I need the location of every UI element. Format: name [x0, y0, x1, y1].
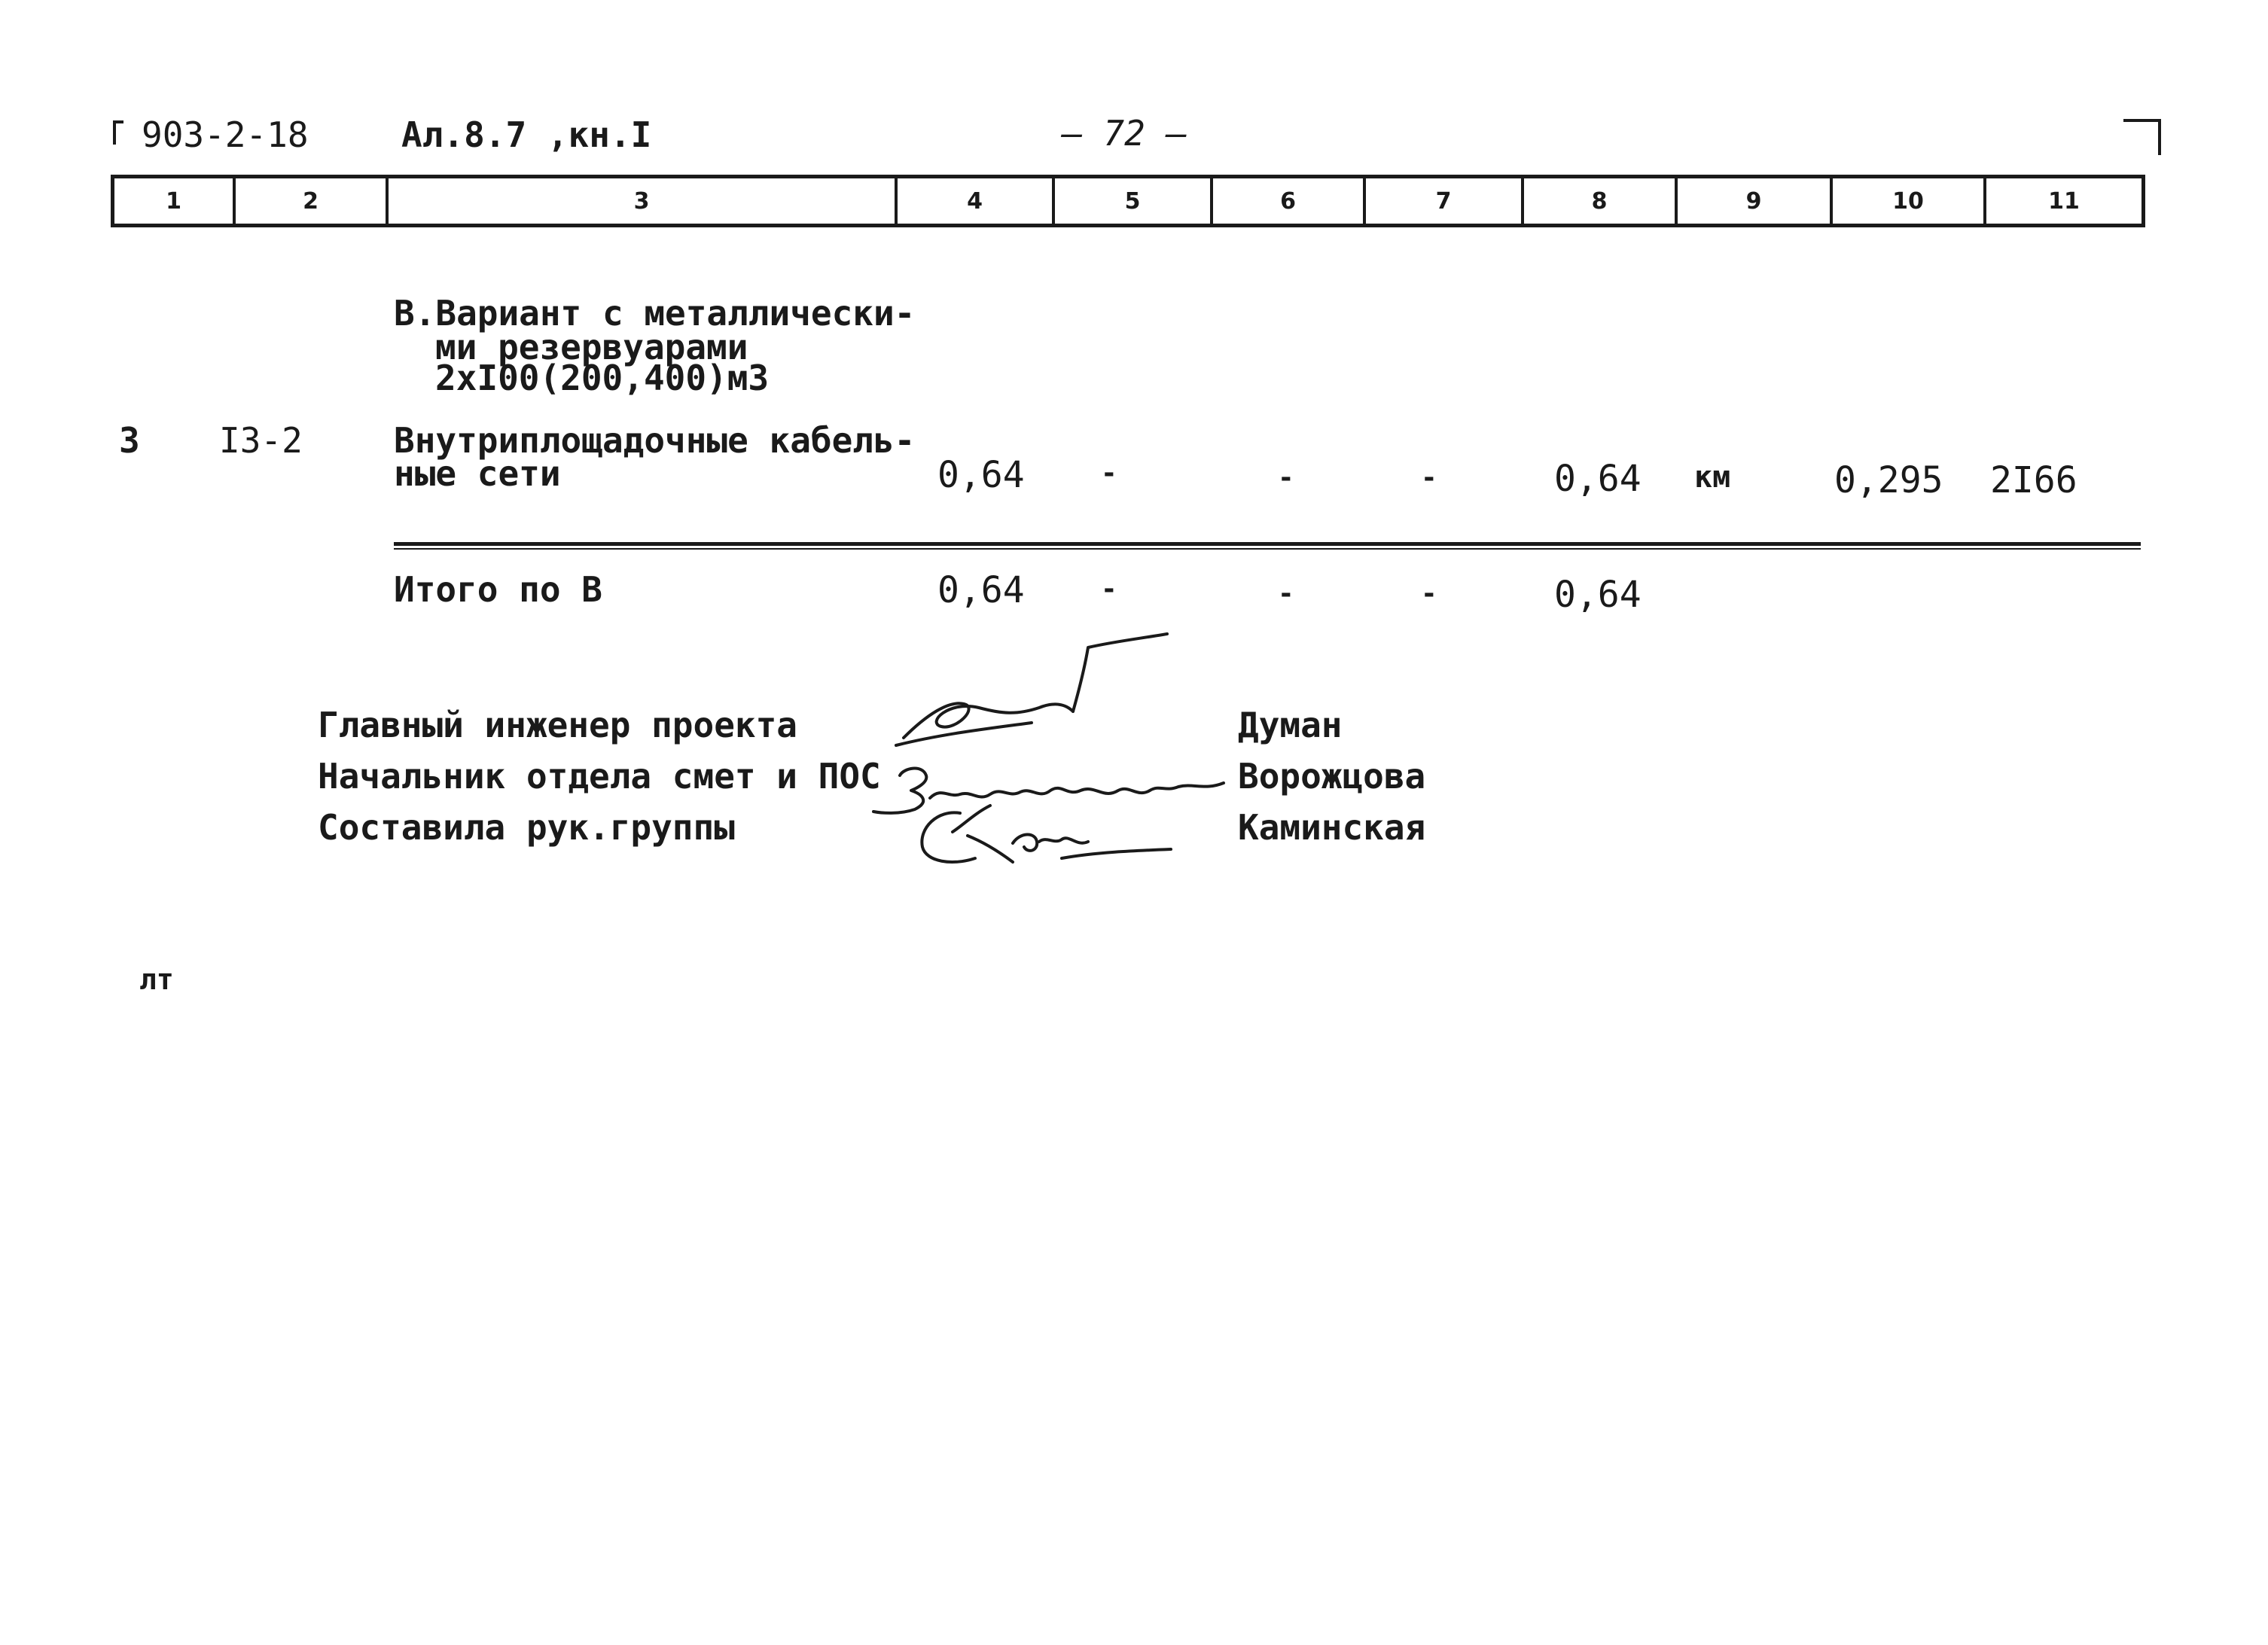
col-1: 1 [114, 178, 236, 224]
row-code: I3-2 [219, 420, 303, 461]
role-group-leader: Составила рук.группы [318, 807, 735, 848]
corner-mark-top-right [2123, 119, 2161, 155]
name-department-head: Ворожцова [1238, 756, 1426, 797]
total-label: Итого по В [394, 569, 602, 610]
col-4: 4 [898, 178, 1055, 224]
col-11: 11 [2048, 187, 2080, 215]
col-2: 2 [236, 178, 389, 224]
section-title-line-1: В.Вариант с металлически- [394, 293, 916, 334]
name-chief-engineer: Думан [1238, 705, 1343, 745]
col-9: 9 [1678, 178, 1833, 224]
total-separator-line [394, 542, 2141, 546]
footer-mark: лт [139, 963, 174, 996]
role-chief-engineer: Главный инженер проекта [318, 705, 797, 745]
col-8: 8 [1524, 178, 1678, 224]
section-title-line-2: ми резервуарами [435, 327, 748, 367]
row-name-line-2: ные сети [394, 453, 561, 494]
row-name-line-1: Внутриплощадочные кабель- [394, 420, 916, 461]
row-col7: - [1421, 462, 1437, 493]
row-number: 3 [119, 420, 140, 461]
col-5: 5 [1055, 178, 1213, 224]
row-col4: 0,64 [937, 454, 1025, 496]
total-col4: 0,64 [937, 569, 1025, 611]
doc-code: 903-2-18 [142, 114, 309, 155]
corner-mark-top-left [113, 120, 123, 145]
row-col6: - [1278, 462, 1294, 493]
role-department-head: Начальник отдела смет и ПОС [318, 756, 881, 797]
row-col8: 0,64 [1554, 458, 1642, 500]
total-col6: - [1278, 578, 1294, 609]
row-col11: 2I66 [1990, 459, 2077, 501]
total-col8: 0,64 [1554, 574, 1642, 616]
col-6: 6 [1213, 178, 1366, 224]
total-col7: - [1421, 578, 1437, 609]
total-separator-line-2 [394, 548, 2141, 550]
row-unit: км [1694, 460, 1731, 495]
column-number-strip [111, 175, 2145, 227]
signature-chief-engineer [881, 632, 1182, 753]
col-10: 10 [1833, 178, 1986, 224]
col-3: 3 [389, 178, 898, 224]
row-col5: - [1101, 458, 1117, 489]
row-col10: 0,295 [1834, 459, 1943, 501]
album-ref: Ал.8.7 ,кн.I [401, 114, 652, 155]
total-col5: - [1101, 574, 1117, 605]
col-7: 7 [1366, 178, 1524, 224]
name-group-leader: Каминская [1238, 807, 1426, 848]
section-title-line-3: 2хI00(200,400)м3 [435, 358, 770, 398]
signature-group-leader [907, 798, 1178, 873]
page-number: — 72 — [1062, 113, 1187, 154]
